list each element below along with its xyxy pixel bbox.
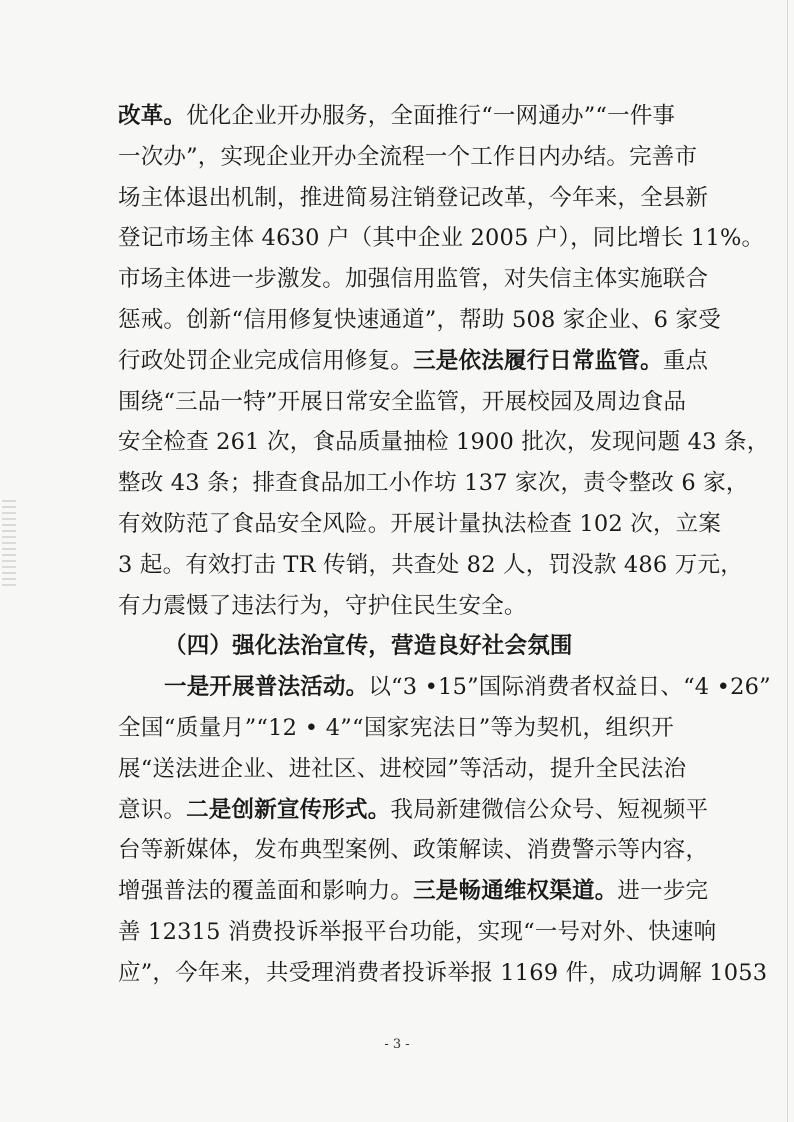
bold-lead-phrase: 改革。 [118,103,187,129]
text-segment: 场主体退出机制，推进简易注销登记改革，今年来，全县新 [118,184,709,211]
text-segment: 重点 [662,347,709,374]
page-number: - 3 - [384,1037,410,1052]
text-line [118,586,674,627]
text-line [118,708,674,749]
text-line [118,96,674,137]
scan-edge-line [787,0,788,1122]
text-segment: 安全检查 261 次，食品质量抽检 1900 批次，发现问题 43 条， [118,429,770,456]
text-line [118,790,709,831]
text-line [118,341,709,382]
text-segment: 有力震慑了违法行为，守护住民生安全。 [118,592,527,619]
text-segment: 优化企业开办服务，全面推行“一网通办”“一件事 [186,103,676,129]
text-line [118,178,709,219]
section-heading: （四）强化法治宣传，营造良好社会氛围 [164,633,573,660]
text-segment: 全国“质量月”“12 • 4”“国家宪法日”等为契机，组织开 [118,714,674,741]
text-line [118,463,749,504]
body-text [118,96,771,994]
bold-lead-phrase: 三是依法履行日常监管。 [413,347,663,374]
scan-edge-mark [2,500,16,590]
bold-lead-phrase: 一是开展普法活动。 [164,674,369,701]
text-line [118,259,709,300]
text-segment: 增强普法的覆盖面和影响力。 [118,878,414,905]
text-line [118,137,698,178]
text-segment: 整改 43 条；排查食品加工小作坊 137 家次，责令整改 6 家， [118,470,749,497]
text-segment: 善 12315 消费投诉举报平台功能，实现“一号对外、快速响 [118,918,717,945]
bold-lead-phrase: 二是创新宣传形式。 [186,796,391,823]
text-segment: 3 起。有效打击 TR 传销，共查处 82 人，罚没款 486 万元， [118,551,743,578]
text-line [118,871,709,912]
text-line [118,422,770,463]
text-segment: 台等新媒体，发布典型案例、政策解读、消费警示等内容， [118,837,709,864]
text-segment: 应”，今年来，共受理消费者投诉举报 1169 件，成功调解 1053 [118,959,768,986]
text-line [118,667,771,708]
text-line [118,953,768,994]
text-segment: 进一步完 [617,878,709,905]
text-line [118,218,765,259]
text-segment: 以“3 •15”国际消费者权益日、“4 •26” [368,674,771,701]
text-line [118,626,674,667]
text-line [118,545,743,586]
text-segment: 一次办”，实现企业开办全流程一个工作日内办结。完善市 [118,143,698,170]
text-segment: 展“送法进企业、进社区、进校园”等活动，提升全民法治 [118,755,687,782]
text-line [118,749,687,790]
text-segment: 意识。 [118,796,187,823]
text-segment: 围绕“三品一特”开展日常安全监管，开展校园及周边食品 [118,388,687,415]
text-line [118,912,717,953]
text-line [118,300,721,341]
text-segment: 有效防范了食品安全风险。开展计量执法检查 102 次，立案 [118,510,722,537]
text-segment: 市场主体进一步激发。加强信用监管，对失信主体实施联合 [118,266,709,293]
text-line [118,830,709,871]
text-line [118,504,722,545]
text-segment: 行政处罚企业完成信用修复。 [118,347,414,374]
text-segment: 惩戒。创新“信用修复快速通道”，帮助 508 家企业、6 家受 [118,306,721,333]
text-segment: 我局新建微信公众号、短视频平 [390,796,709,823]
text-segment: 登记市场主体 4630 户（其中企业 2005 户），同比增长 11%。 [118,225,765,252]
text-line [118,382,687,423]
bold-lead-phrase: 三是畅通维权渠道。 [413,878,618,905]
